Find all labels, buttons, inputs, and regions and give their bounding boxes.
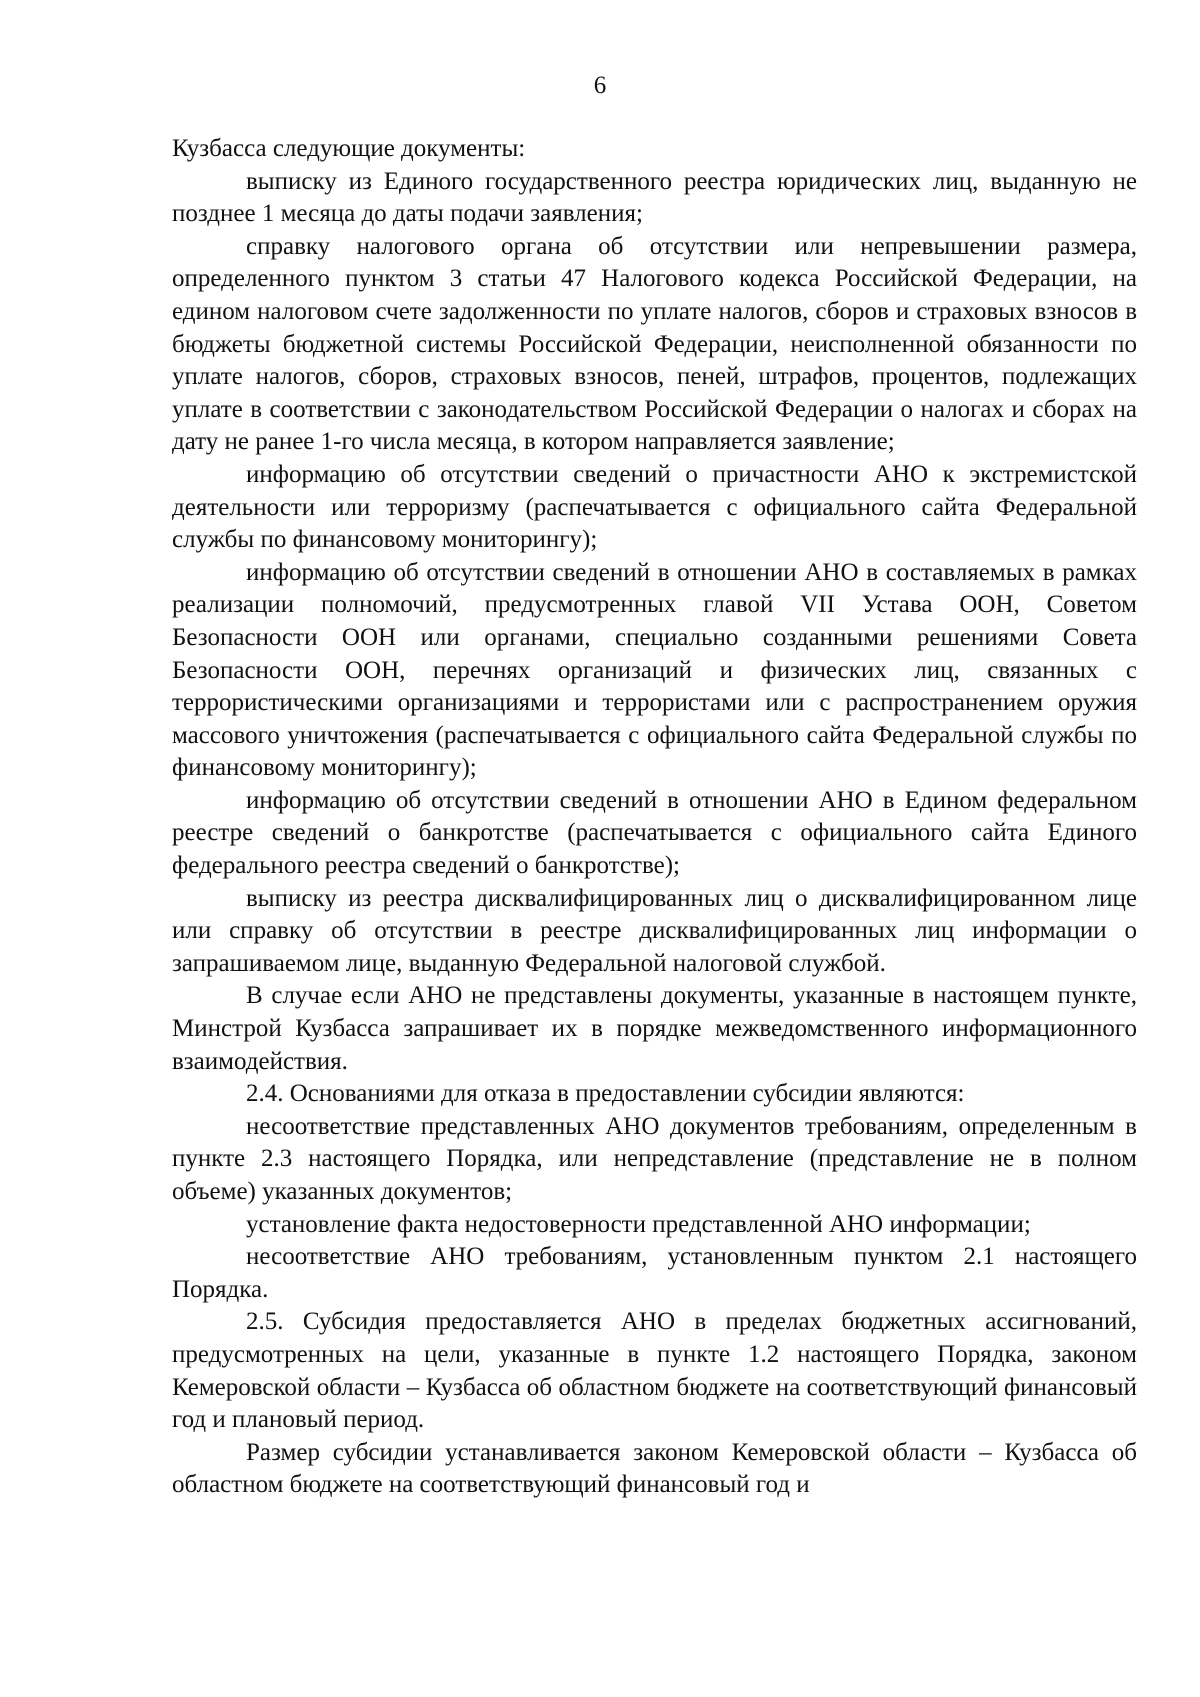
page-number: 6 bbox=[593, 72, 607, 99]
paragraph-section-2-5: 2.5. Субсидия предоставляется АНО в пределах бюджетных ассигнований, предусмотренных на цели, указанные в пункте 1.2 настоящего Порядка, законом Кемеровской области – Кузбасса об областном бюджете на соответствующий финансовый год и плановый период. bbox=[172, 1308, 1137, 1434]
paragraph-disqualified-extract: выписку из реестра дисквалифицированных лиц о дисквалифицированном лице или справку об отсутствии в реестре дисквалифицированных лиц информации о запрашиваемом лице, выданную Федеральной налоговой службой. bbox=[172, 884, 1137, 977]
paragraph-refusal-false-info: установление факта недостоверности представленной АНО информации; bbox=[246, 1210, 1031, 1238]
paragraph-refusal-requirements: несоответствие АНО требованиям, установленным пунктом 2.1 настоящего Порядка. bbox=[172, 1243, 1137, 1303]
paragraph-un-lists-info: информацию об отсутствии сведений в отношении АНО в составляемых в рамках реализации полномочий, предусмотренных главой VII Устава ООН, Советом Безопасности ООН или органами, специально созданными решениями Совета Безопасности ООН, перечнях организаций и физических лиц, связанных с террористическими организациями и террористами или с распространением оружия массового уничтожения (распечатывается с официального сайта Федеральной службы по финансовому мониторингу); bbox=[172, 558, 1137, 782]
paragraph-refusal-nonconformity: несоответствие представленных АНО документов требованиям, определенным в пункте 2.3 настоящего Порядка, или непредставление (представление не в полном объеме) указанных документов; bbox=[172, 1112, 1137, 1205]
paragraph-interagency-request: В случае если АНО не представлены документы, указанные в настоящем пункте, Минстрой Кузбасса запрашивает их в порядке межведомственного информационного взаимодействия. bbox=[172, 982, 1137, 1075]
document-body bbox=[172, 133, 1137, 1502]
paragraph-egrul-extract: выписку из Единого государственного реестра юридических лиц, выданную не позднее 1 месяца до даты подачи заявления; bbox=[172, 167, 1137, 228]
paragraph-subsidy-amount: Размер субсидии устанавливается законом Кемеровской области – Кузбасса об областном бюджете на соответствующий финансовый год и bbox=[172, 1438, 1137, 1499]
paragraph-tax-certificate: справку налогового органа об отсутствии или непревышении размера, определенного пунктом 3 статьи 47 Налогового кодекса Российской Федерации, на едином налоговом счете задолженности по уплате налогов, сборов и страховых взносов в бюджеты бюджетной системы Российской Федерации, неисполненной обязанности по уплате налогов, сборов, страховых взносов, пеней, штрафов, процентов, подлежащих уплате в соответствии с законодательством Российской Федерации о налогах и сборах на дату не ранее 1-го числа месяца, в котором направляется заявление; bbox=[172, 232, 1137, 456]
paragraph-bankruptcy-info: информацию об отсутствии сведений в отношении АНО в Едином федеральном реестре сведений о банкротстве (распечатывается с официального сайта Единого федерального реестра сведений о банкротстве); bbox=[172, 786, 1137, 880]
paragraph-continuation: Кузбасса следующие документы: bbox=[172, 135, 526, 162]
paragraph-extremism-info: информацию об отсутствии сведений о причастности АНО к экстремистской деятельности или терроризму (распечатывается с официального сайта Федеральной службы по финансовому мониторингу); bbox=[172, 460, 1137, 554]
paragraph-section-2-4: 2.4. Основаниями для отказа в предоставлении субсидии являются: bbox=[246, 1080, 965, 1108]
